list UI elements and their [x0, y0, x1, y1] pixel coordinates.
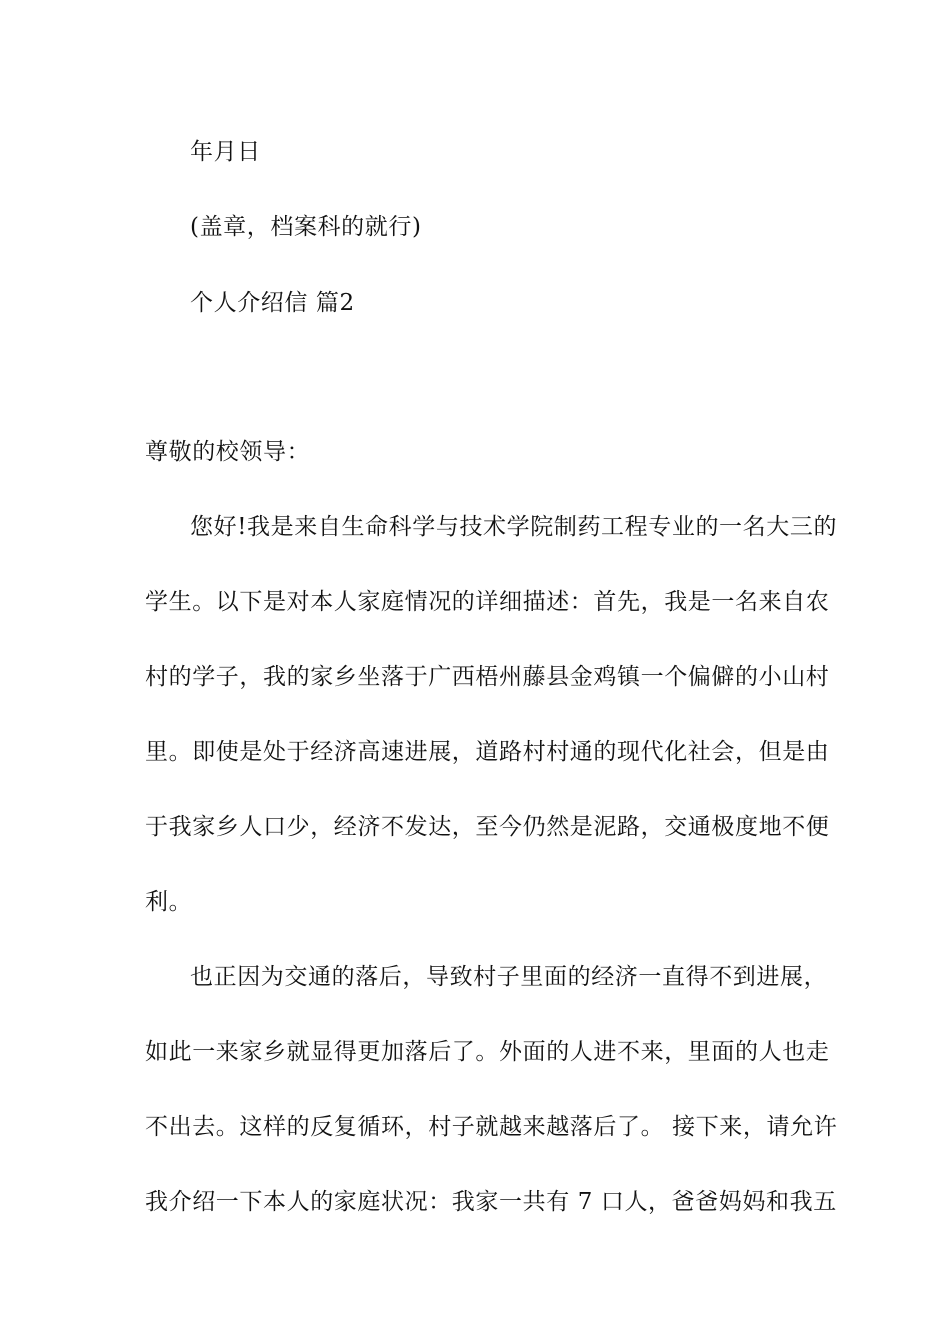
paragraph-line: 如此一来家乡就显得更加落后了。外面的人进不来，里面的人也走	[145, 1039, 830, 1065]
paragraph-line: 也正因为交通的落后，导致村子里面的经济一直得不到进展，	[190, 964, 828, 990]
paragraph-line: 里。即使是处于经济高速进展，道路村村通的现代化社会，但是由	[145, 739, 830, 765]
paragraph-line: 于我家乡人口少，经济不发达，至今仍然是泥路，交通极度地不便	[145, 814, 830, 840]
paragraph-line: 学生。以下是对本人家庭情况的详细描述：首先，我是一名来自农	[145, 589, 830, 615]
paragraph-line: 我介绍一下本人的家庭状况：我家一共有 7 口人，爸爸妈妈和我五	[145, 1189, 837, 1215]
section-title: 个人介绍信 篇2	[190, 290, 355, 316]
paragraph-line: 村的学子，我的家乡坐落于广西梧州藤县金鸡镇一个偏僻的小山村	[145, 664, 830, 690]
date-line: 年月日	[190, 139, 261, 165]
paragraph-line: 利。	[145, 889, 193, 915]
salutation: 尊敬的校领导：	[145, 439, 311, 465]
seal-note: (盖章，档案科的就行)	[190, 214, 422, 240]
paragraph-line: 您好!我是来自生命科学与技术学院制药工程专业的一名大三的	[190, 514, 838, 540]
paragraph-line: 不出去。这样的反复循环，村子就越来越落后了。 接下来，请允许	[145, 1114, 838, 1140]
